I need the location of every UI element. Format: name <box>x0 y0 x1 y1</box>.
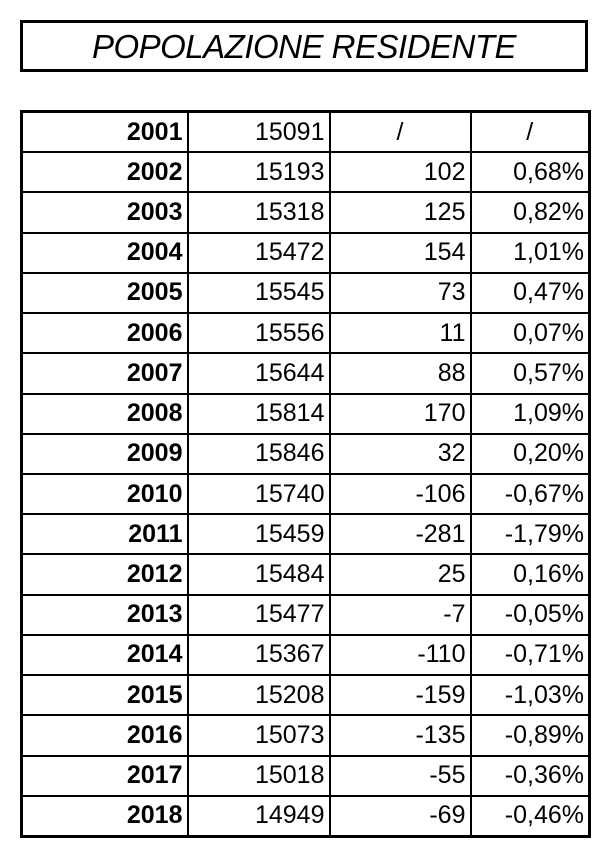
year-cell: 2007 <box>22 353 188 393</box>
change-cell: -110 <box>330 635 471 675</box>
year-cell: 2017 <box>22 756 188 796</box>
year-cell: 2005 <box>22 273 188 313</box>
page-title: POPOLAZIONE RESIDENTE <box>91 27 517 65</box>
population-cell: 15644 <box>188 353 330 393</box>
year-cell: 2014 <box>22 635 188 675</box>
change-cell: -69 <box>330 796 471 837</box>
table-row <box>22 152 590 192</box>
population-cell: 15367 <box>188 635 330 675</box>
table-row <box>22 192 590 232</box>
population-cell: 15472 <box>188 233 330 273</box>
year-cell: 2009 <box>22 434 188 474</box>
change-percent-cell: -0,46% <box>504 801 584 830</box>
table-row <box>22 554 590 594</box>
table-row <box>22 112 590 153</box>
change-cell: 154 <box>330 233 471 273</box>
change-percent-cell: -0,05% <box>471 595 590 635</box>
table-row <box>22 434 590 474</box>
year-cell: 2008 <box>22 394 188 434</box>
change-cell: 125 <box>330 192 471 232</box>
table-row <box>22 715 590 755</box>
year-cell: 2002 <box>22 152 188 192</box>
year-cell: 2018 <box>22 796 188 837</box>
change-percent-cell: -0,36% <box>471 756 590 796</box>
table-row <box>22 233 590 273</box>
change-percent-cell: -0,71% <box>471 635 590 675</box>
change-percent-cell: -1,03% <box>471 675 590 715</box>
table-row <box>22 313 590 353</box>
population-cell: 15459 <box>188 514 330 554</box>
table-row <box>22 675 590 715</box>
change-cell: 11 <box>330 313 471 353</box>
population-cell: 15545 <box>188 273 330 313</box>
year-cell: 2015 <box>22 675 188 715</box>
population-cell: 15073 <box>188 715 330 755</box>
change-percent-cell: -1,79% <box>471 514 590 554</box>
change-cell: -159 <box>330 675 471 715</box>
table-row <box>22 595 590 635</box>
year-cell: 2001 <box>22 112 188 153</box>
title-box <box>20 20 588 72</box>
change-cell: 102 <box>330 152 471 192</box>
change-cell: -106 <box>330 474 471 514</box>
change-cell: -281 <box>330 514 471 554</box>
year-cell: 2003 <box>22 192 188 232</box>
change-cell: 32 <box>330 434 471 474</box>
year-cell: 2016 <box>22 715 188 755</box>
population-cell: 15740 <box>188 474 330 514</box>
change-percent-cell: 0,16% <box>471 554 590 594</box>
table-row <box>22 514 590 554</box>
year-cell: 2006 <box>22 313 188 353</box>
population-cell: 15208 <box>188 675 330 715</box>
change-percent-cell: 0,47% <box>471 273 590 313</box>
change-percent-cell: 1,09% <box>471 394 590 434</box>
population-cell: 15318 <box>188 192 330 232</box>
change-percent-cell: 0,20% <box>471 434 590 474</box>
change-percent-cell: 0,07% <box>471 313 590 353</box>
change-percent-cell: / <box>471 112 590 153</box>
year-cell: 2011 <box>22 514 188 554</box>
table-body <box>22 112 590 837</box>
change-cell: 73 <box>330 273 471 313</box>
population-table <box>20 110 591 838</box>
year-cell: 2004 <box>22 233 188 273</box>
change-cell: 88 <box>330 353 471 393</box>
change-percent-cell: 0,68% <box>471 152 590 192</box>
year-cell: 2010 <box>22 474 188 514</box>
change-cell: 25 <box>330 554 471 594</box>
population-cell: 15846 <box>188 434 330 474</box>
change-percent-cell: -0,67% <box>471 474 590 514</box>
table-row <box>22 635 590 675</box>
population-cell: 15091 <box>188 112 330 153</box>
table-row <box>22 474 590 514</box>
change-cell: -135 <box>330 715 471 755</box>
table-row <box>22 353 590 393</box>
change-percent-cell: -0,89% <box>471 715 590 755</box>
population-cell: 15556 <box>188 313 330 353</box>
change-cell: -55 <box>330 756 471 796</box>
change-percent-cell: 0,57% <box>471 353 590 393</box>
change-cell: / <box>330 112 471 153</box>
change-cell: 170 <box>330 394 471 434</box>
change-percent-cell: 1,01% <box>471 233 590 273</box>
table-row <box>22 394 590 434</box>
table-row <box>22 756 590 796</box>
year-cell: 2012 <box>22 554 188 594</box>
population-cell: 15477 <box>188 595 330 635</box>
population-cell: 15484 <box>188 554 330 594</box>
population-cell: 15018 <box>188 756 330 796</box>
table-row <box>22 796 590 837</box>
population-cell: 15814 <box>188 394 330 434</box>
population-cell: 14949 <box>188 796 330 837</box>
change-percent-cell: 0,82% <box>471 192 590 232</box>
table-row <box>22 273 590 313</box>
change-cell: -7 <box>330 595 471 635</box>
year-cell: 2013 <box>22 595 188 635</box>
population-cell: 15193 <box>188 152 330 192</box>
